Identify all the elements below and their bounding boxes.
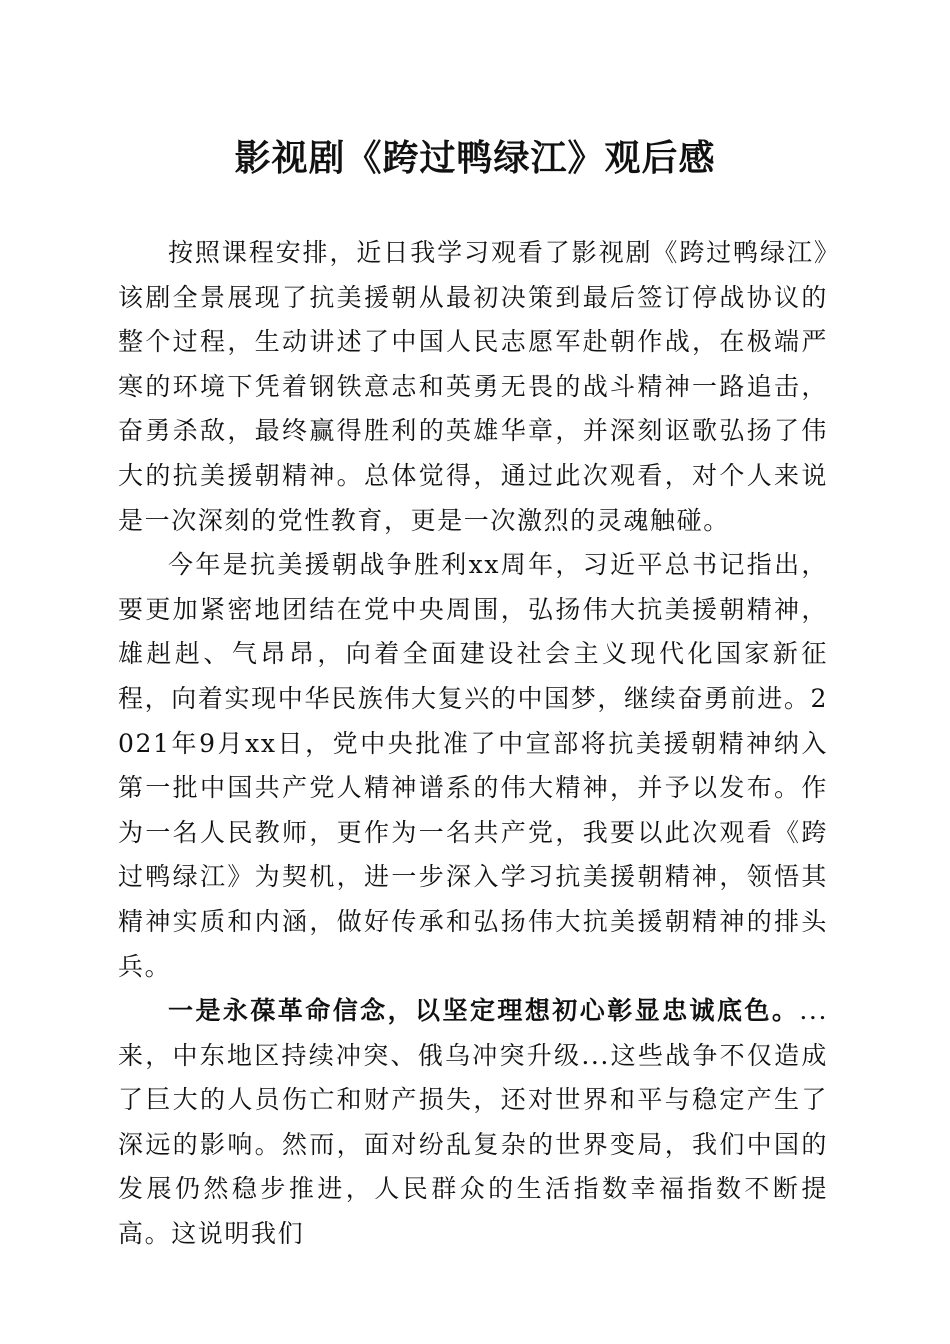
document-title: 影视剧《跨过鸭绿江》观后感	[234, 137, 716, 179]
paragraph-text: 今年是抗美援朝战争胜利xx周年，习近平总书记指出，要更加紧密地团结在党中央周围，弘扬伟大抗美援朝精神，雄赳赳、气昂昂，向着全面建设社会主义现代化国家新征程，向着实现中华民族伟大复兴的中国梦，继续奋勇前进。2021年9月xx日，党中央批准了中宣部将抗美援朝精神纳入第一批中国共产党人精神谱系的伟大精神，并予以发布。作为一名人民教师，更作为一名共产党，我要以此次观看《跨过鸭绿江》为契机，进一步深入学习抗美援朝精神，领悟其精神实质和内涵，做好传承和弘扬伟大抗美援朝精神的排头兵。	[118, 550, 828, 981]
paragraph-anniversary	[118, 543, 828, 989]
paragraph-text: 按照课程安排，近日我学习观看了影视剧《跨过鸭绿江》该剧全景展现了抗美援朝从最初决策到最后签订停战协议的整个过程，生动讲述了中国人民志愿军赴朝作战，在极端严寒的环境下凭着钢铁意志和英勇无畏的战斗精神一路追击，奋勇杀敌，最终赢得胜利的英雄华章，并深刻讴歌弘扬了伟大的抗美援朝精神。总体觉得，通过此次观看，对个人来说是一次深刻的党性教育，更是一次激烈的灵魂触碰。	[118, 238, 828, 535]
paragraph-text: ...来，中东地区持续冲突、俄乌冲突升级...这些战争不仅造成了巨大的人员伤亡和财产损失，还对世界和平与稳定产生了深远的影响。然而，面对纷乱复杂的世界变局，我们中国的发展仍然稳步推进，人民群众的生活指数幸福指数不断提高。这说明我们	[118, 996, 828, 1249]
paragraph-point-one	[118, 989, 828, 1257]
paragraph-lead-heading: 一是永葆革命信念，以坚定理想初心彰显忠诚底色。	[168, 996, 800, 1026]
paragraph-intro	[118, 231, 828, 543]
document-body	[118, 231, 828, 1257]
